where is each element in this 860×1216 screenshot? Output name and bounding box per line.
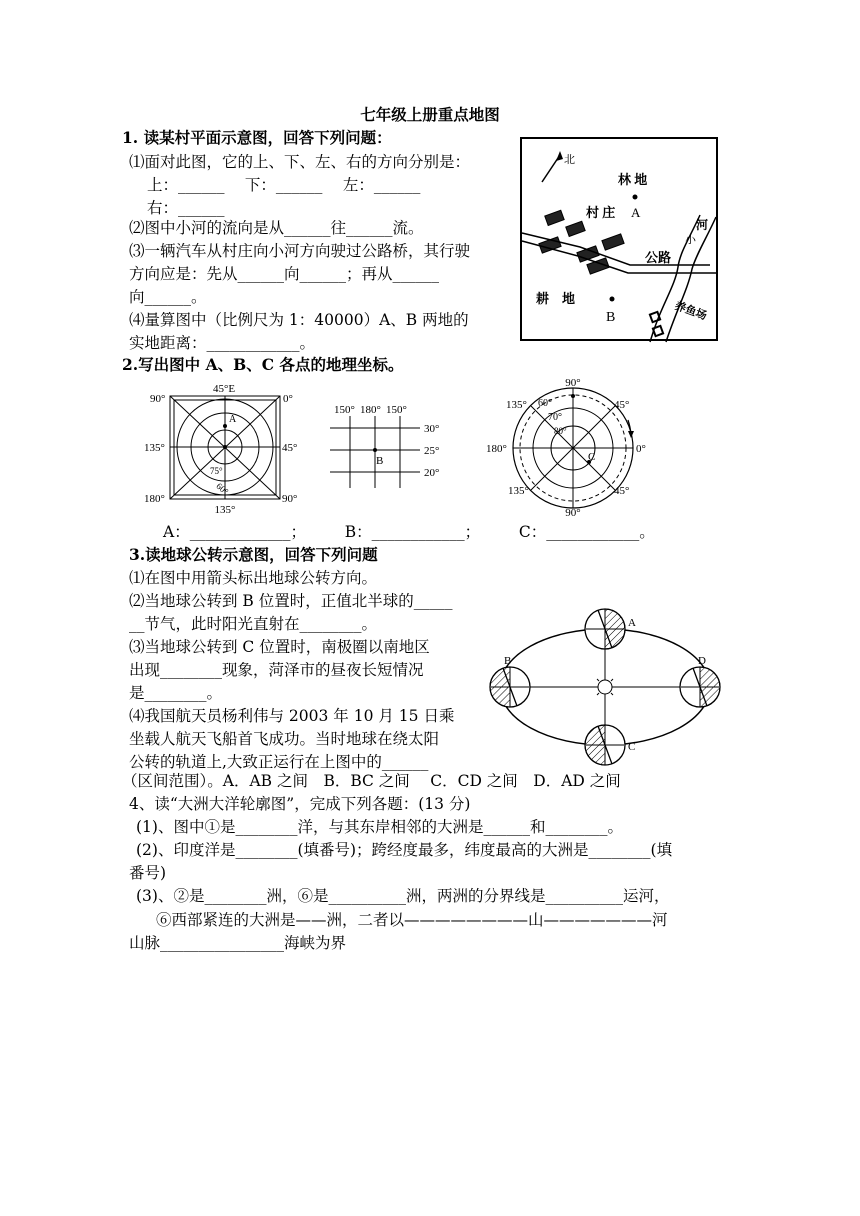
d3-top-135: 135° xyxy=(506,399,527,411)
d3-lat-80: 80° xyxy=(554,426,567,436)
q3-line5: 出现________现象，菏泽市的昼夜长短情况 xyxy=(129,661,424,679)
q4-line4: (3)、②是________洲，⑥是__________洲，两洲的分界线是__________运河， xyxy=(136,887,670,905)
village-map xyxy=(520,137,720,343)
d1-lat-60: 60° xyxy=(214,480,231,497)
point-a-label: A xyxy=(631,205,641,220)
q3-line1: ⑴在图中用箭头标出地球公转方向。 xyxy=(129,569,378,587)
q2-answers: A：_____________； B：____________； C：____________。 xyxy=(163,523,655,541)
d1-top-90: 90° xyxy=(150,393,166,405)
q3-line10: （区间范围）。A．AB 之间 B．BC 之间 C．CD 之间 D．AD 之间 xyxy=(122,772,621,790)
d1-bottom-180: 180° xyxy=(144,493,165,505)
q1-line6: 方向应是：先从______向______；再从______ xyxy=(129,265,440,283)
q3-line8: 坐载人航天飞船首飞成功。当时地球在绕太阳 xyxy=(129,730,440,748)
d3-bottom-45: 45° xyxy=(614,485,630,497)
polar-circle-diagram xyxy=(480,376,660,518)
point-b-label: B xyxy=(606,310,616,325)
d2-right-20: 20° xyxy=(424,467,440,479)
river-label: 河 xyxy=(696,218,709,232)
q1-line5: ⑶一辆汽车从村庄向小河方向驶过公路桥，其行驶 xyxy=(129,242,471,260)
q1-line7: 向______。 xyxy=(129,288,207,306)
d3-point-c: C xyxy=(588,451,596,463)
polar-square-diagram xyxy=(140,378,310,518)
forest-label: 林 地 xyxy=(618,172,648,187)
earth-b-icon xyxy=(490,667,530,707)
q4-line5: ⑥西部紧连的大洲是——洲，二者以————————山———————河 xyxy=(156,911,668,929)
d3-bottom-135: 135° xyxy=(508,485,529,497)
road-label: 公路 xyxy=(645,250,672,265)
q3-line7: ⑷我国航天员杨利伟与 2003 年 10 月 15 日乘 xyxy=(129,707,455,725)
q3-line6: 是________。 xyxy=(129,684,223,702)
d3-bottom-90: 90° xyxy=(565,507,581,519)
orbit-label-b: B xyxy=(504,655,512,667)
earth-d-icon xyxy=(680,667,720,707)
d3-left-180: 180° xyxy=(486,443,507,455)
d2-top-150a: 150° xyxy=(334,404,355,416)
village-label: 村 庄 xyxy=(586,205,616,220)
page-title: 七年级上册重点地图 xyxy=(360,105,500,124)
d1-left-135: 135° xyxy=(144,442,165,454)
q1-line9: 实地距离：____________。 xyxy=(129,334,316,352)
d1-top-0: 0° xyxy=(283,393,293,405)
d2-right-30: 30° xyxy=(424,423,440,435)
d1-point-a: A xyxy=(229,414,237,425)
d2-top-150b: 150° xyxy=(386,404,407,416)
fish-pond-label: 养鱼场 xyxy=(673,299,709,323)
d3-top-45: 45° xyxy=(614,399,630,411)
d1-top-45e: 45°E xyxy=(212,383,236,395)
q3-heading: 3.读地球公转示意图，回答下列问题 xyxy=(129,545,378,564)
orbit-label-d: D xyxy=(698,655,706,667)
q4-line2: (2)、印度洋是________(填番号)；跨经度最多，纬度最高的大洲是________(填 xyxy=(136,841,673,859)
d2-right-25: 25° xyxy=(424,445,440,457)
d2-top-180: 180° xyxy=(360,404,381,416)
q4-heading: 4、读“大洲大洋轮廓图”，完成下列各题：(13 分) xyxy=(129,795,471,813)
q4-line3: 番号) xyxy=(129,864,167,882)
orbit-label-a: A xyxy=(628,617,636,629)
q4-line6: 山脉________________海峡为界 xyxy=(129,934,347,952)
q1-line4: ⑵图中小河的流向是从______往______流。 xyxy=(129,219,424,237)
earth-c-icon xyxy=(585,725,625,765)
d3-lat-60: 60° xyxy=(538,398,552,409)
earth-a-icon xyxy=(585,609,625,649)
d2-point-b: B xyxy=(376,455,384,467)
d1-bottom-135: 135° xyxy=(214,504,236,516)
grid-diagram xyxy=(320,398,470,498)
q1-heading: 1. 读某村平面示意图，回答下列问题： xyxy=(122,128,392,147)
orbit-label-c: C xyxy=(628,741,636,753)
river-small-label: 小 xyxy=(685,234,696,246)
d1-bottom-90: 90° xyxy=(282,493,298,505)
orbit-diagram xyxy=(480,602,730,762)
farmland-label: 耕 地 xyxy=(536,291,576,306)
q1-line1: ⑴面对此图，它的上、下、左、右的方向分别是： xyxy=(129,153,471,171)
q1-line8: ⑷量算图中（比例尺为 1：40000）A、B 两地的 xyxy=(129,311,469,329)
q1-line2: 上：______ 下：______ 左：______ xyxy=(147,176,421,194)
q3-line3: __节气，此时阳光直射在________。 xyxy=(129,615,378,633)
q2-heading: 2.写出图中 A、B、C 各点的地理坐标。 xyxy=(122,355,404,374)
d3-lat-70: 70° xyxy=(548,412,562,423)
north-label: 北 xyxy=(564,154,575,166)
d1-right-45: 45° xyxy=(282,442,298,454)
q1-line3: 右：______ xyxy=(147,199,225,217)
q4-line1: (1)、图中①是________洋，与其东岸相邻的大洲是______和________。 xyxy=(136,818,623,836)
d3-right-0: 0° xyxy=(636,443,646,455)
q3-line9: 公转的轨道上,大致正运行在上图中的______ xyxy=(129,753,429,771)
q3-line2: ⑵当地球公转到 B 位置时，正值北半球的_____ xyxy=(129,592,453,610)
d3-top-90: 90° xyxy=(565,377,581,389)
q3-line4: ⑶当地球公转到 C 位置时，南极圈以南地区 xyxy=(129,638,430,656)
d1-lat-75: 75° xyxy=(210,466,223,476)
